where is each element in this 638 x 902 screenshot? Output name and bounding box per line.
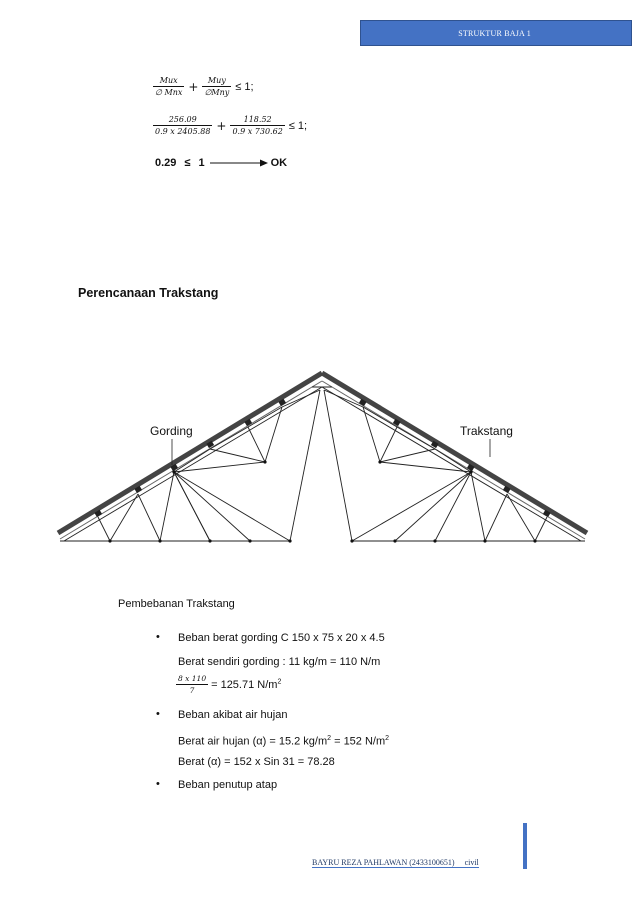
plus-sign: + [188,79,199,94]
numerator: Muy [202,75,231,87]
denominator: 0.9 x 730.62 [232,127,283,136]
bullet-3-title: Beban penutup atap [178,779,278,791]
bullet-2-line2: Berat (α) = 152 x Sin 31 = 78.28 [178,756,335,768]
bullet-2-title: Beban akibat air hujan [178,709,288,721]
roof-truss-figure [50,365,595,550]
inequality: ≤ 1; [235,80,254,93]
section-title: Perencanaan Trakstang [78,286,219,300]
truss-joints [108,460,536,542]
inequality: ≤ 1; [288,119,308,132]
unit-superscript: 2 [385,735,390,742]
result-limit: 1 [198,157,205,169]
bullet-dot: • [156,778,160,790]
fraction-mux [153,75,184,98]
label-gording: Gording [150,424,193,438]
denominator: ∅ Mnx [155,88,183,97]
unit-superscript: 2 [327,735,332,742]
header-title: STRUKTUR BAJA 1 [458,29,531,38]
denominator: ∅Mny [204,88,230,97]
bullet-1-title: Beban berat gording C 150 x 75 x 20 x 4.5 [178,632,385,644]
header-banner [360,20,632,46]
bullet-1-fraction [176,673,281,696]
plus-sign: + [216,118,227,133]
author-name: BAYRU REZA PAHLAWAN (2433100651) [312,858,455,867]
author-dept: civil [464,858,479,867]
bullet-dot: • [156,708,160,720]
subheading: Pembebanan Trakstang [118,598,235,610]
rain-load-kg: Berat air hujan (α) = 15.2 kg/m [178,735,328,748]
fraction-y [230,114,284,137]
fraction-x [153,114,212,137]
label-trakstang: Trakstang [460,424,513,438]
numerator: 118.52 [230,114,284,126]
unit-superscript: 2 [277,678,282,686]
check-result [155,157,287,169]
numerator: 256.09 [153,114,212,126]
result-relation: ≤ [184,157,191,169]
footer-author [312,858,479,868]
truss-members [58,373,587,541]
purlins [94,399,550,517]
fraction-result: = 125.71 N/m [211,678,278,691]
bullet-1-line1: Berat sendiri gording : 11 kg/m = 110 N/m [178,656,381,668]
bullet-dot: • [156,631,160,643]
formula-numeric [153,114,307,137]
bullet-2-line1 [178,732,389,749]
formula-symbolic [153,75,254,98]
denominator: 7 [189,686,195,695]
fraction-muy [202,75,231,98]
rain-load-n: = 152 N/m [331,735,386,748]
numerator: Mux [153,75,184,87]
footer-divider [523,823,527,869]
arrow-right-icon [210,158,268,168]
numerator: 8 x 110 [178,674,207,683]
denominator: 0.9 x 2405.88 [155,127,211,136]
result-value: 0.29 [155,157,177,169]
result-status: OK [270,157,288,169]
